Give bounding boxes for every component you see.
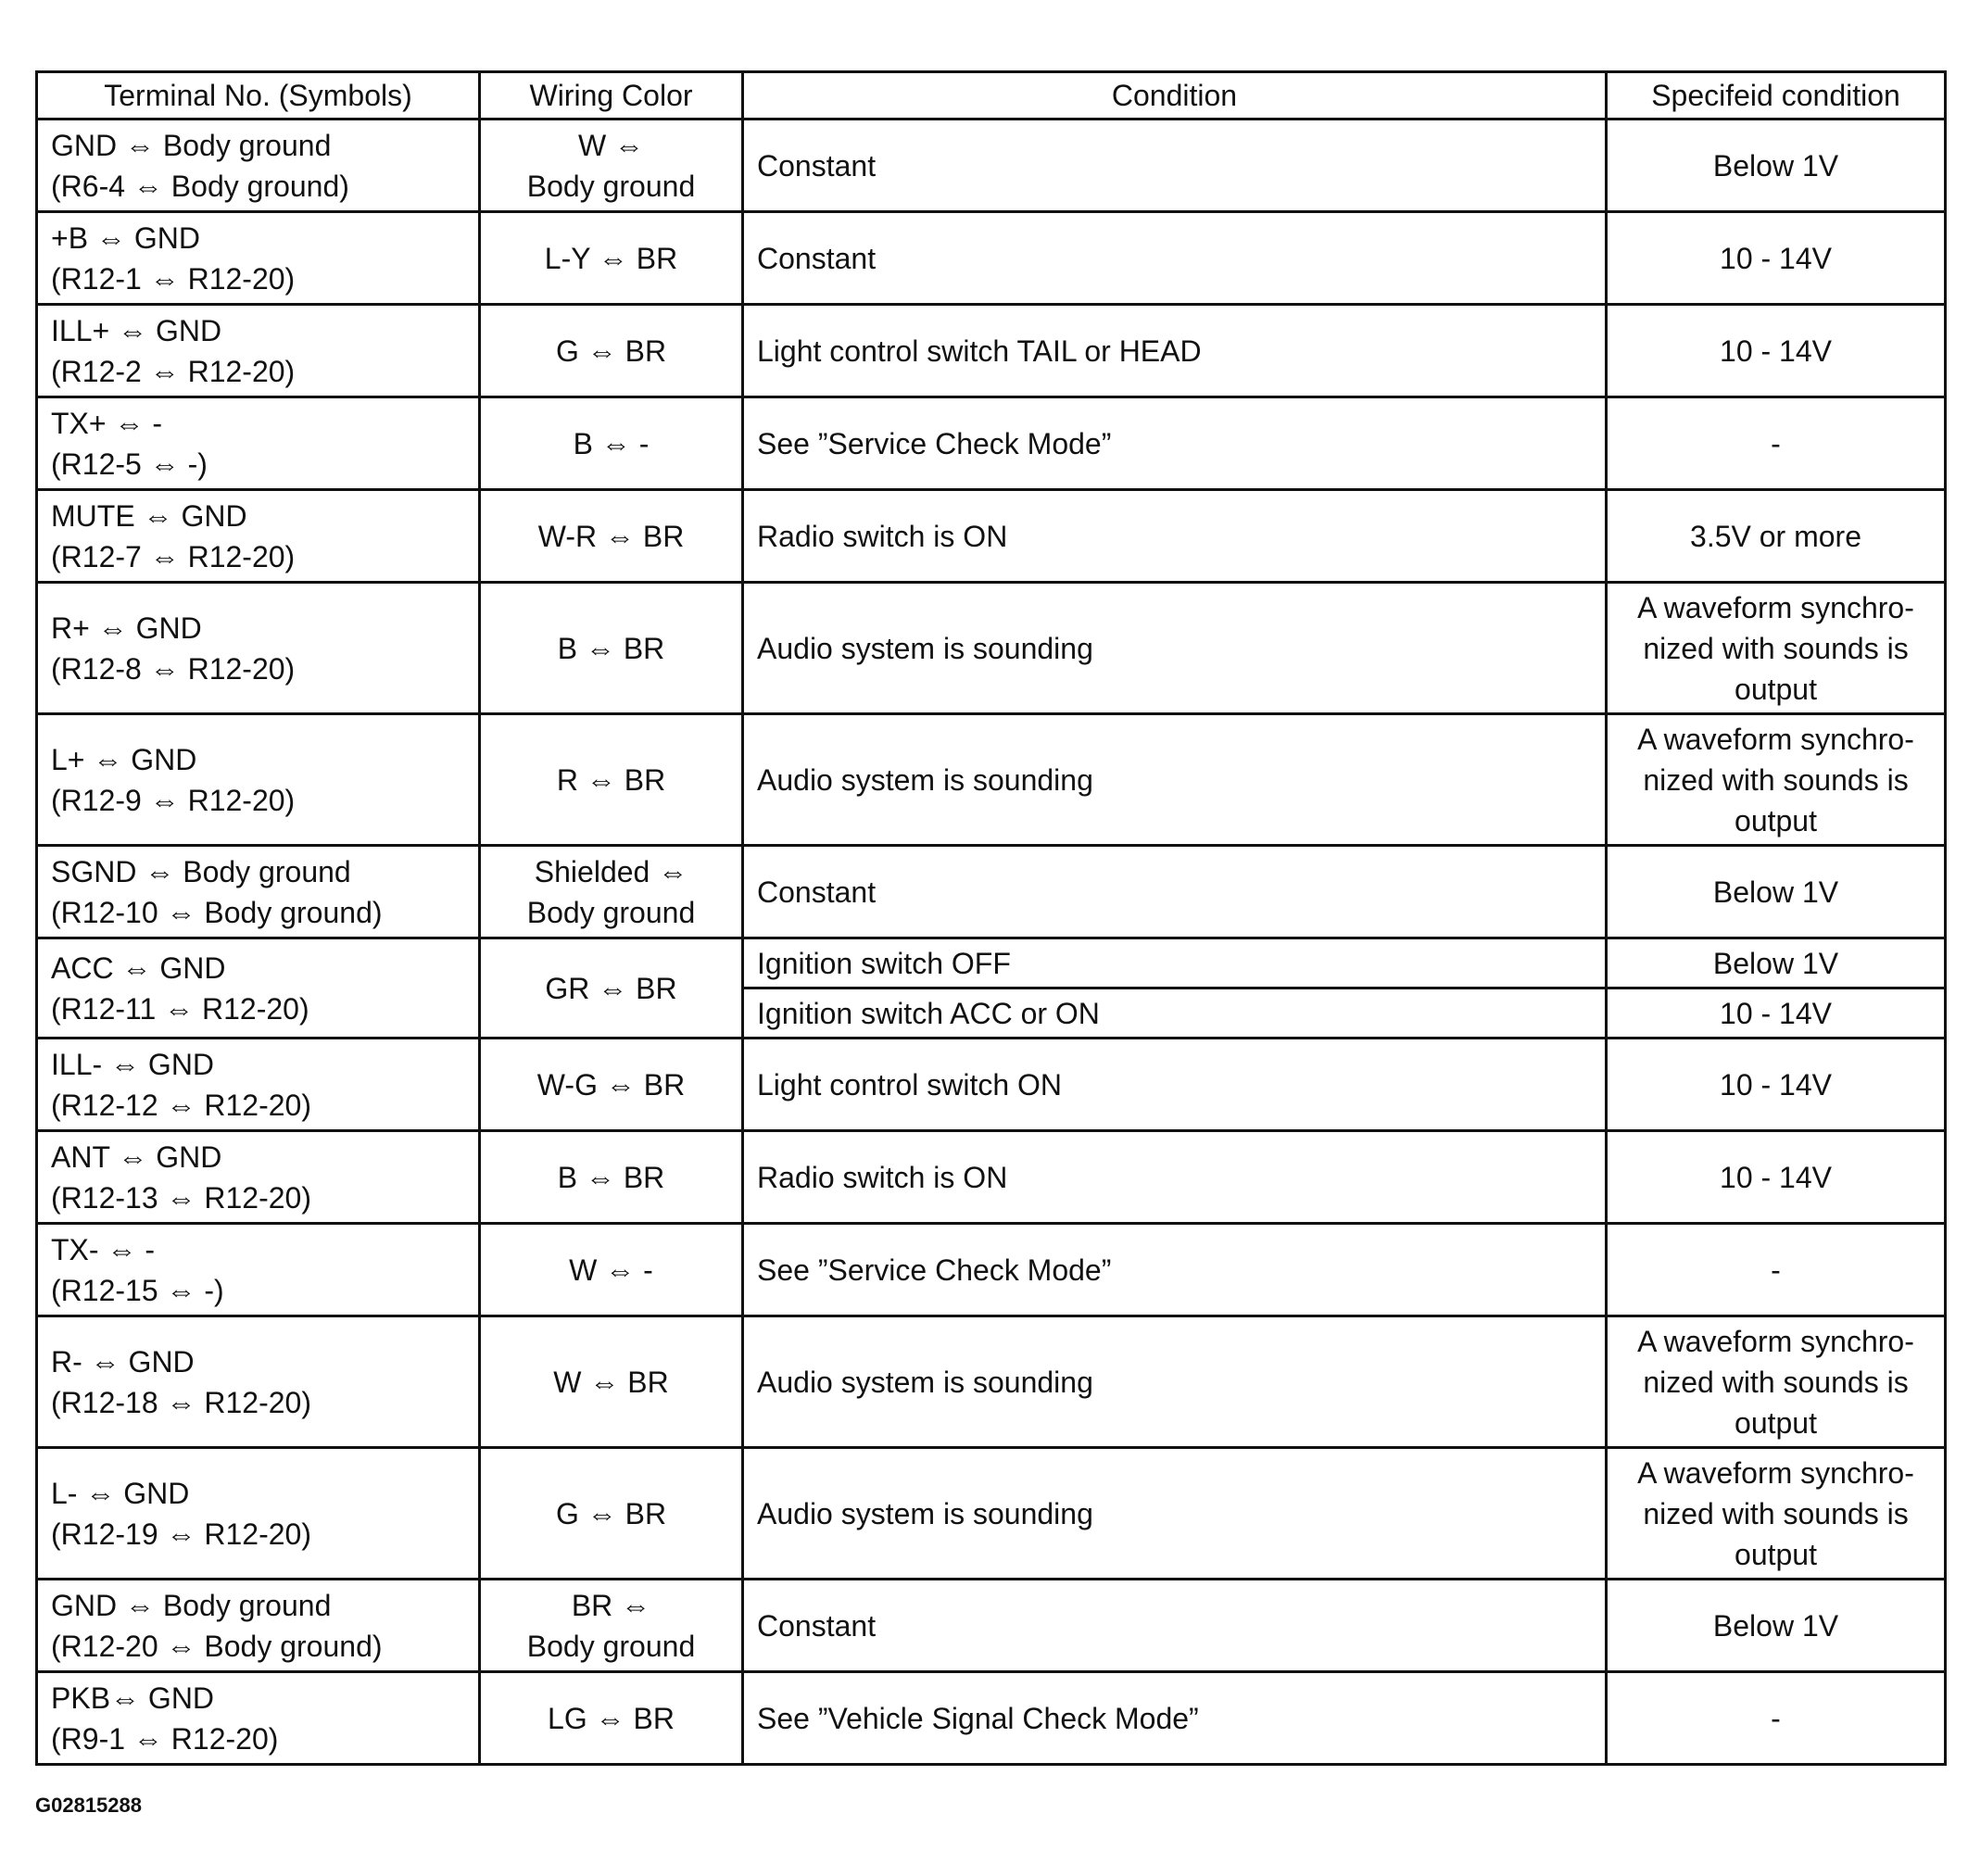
specified-condition-cell [1607, 397, 1946, 490]
terminal-cell [37, 1580, 480, 1672]
table-row [37, 1039, 1946, 1131]
wiring-color-line: W-G ⇔ BR [536, 1067, 686, 1102]
terminal-line: GND ⇔ Body ground [51, 1588, 332, 1622]
condition-cell: Radio switch is ON [743, 1131, 1607, 1224]
terminal-cell [37, 490, 480, 583]
terminal-line: (R12-13 ⇔ R12-20) [51, 1180, 311, 1215]
specified-condition-text: A waveform synchro-nized with sounds is output [1637, 1455, 1914, 1571]
terminal-cell [37, 846, 480, 938]
terminal-line: (R9-1 ⇔ R12-20) [51, 1721, 279, 1756]
wiring-color-cell [480, 1672, 743, 1765]
table-row [37, 305, 1946, 397]
condition-cell: Constant [743, 120, 1607, 212]
condition-cell: Audio system is sounding [743, 1448, 1607, 1580]
condition-cell: Audio system is sounding [743, 1316, 1607, 1448]
condition-cell: Audio system is sounding [743, 714, 1607, 846]
specified-condition-cell [1607, 988, 1946, 1039]
header-wiring-color: Wiring Color [480, 72, 743, 120]
table-row [37, 1672, 1946, 1765]
terminal-line: (R12-5 ⇔ -) [51, 447, 208, 481]
terminal-line: ILL+ ⇔ GND [51, 313, 222, 347]
specified-condition-text: 10 - 14V [1720, 1067, 1832, 1102]
terminal-line: TX+ ⇔ - [51, 406, 163, 440]
terminal-cell [37, 1224, 480, 1316]
specified-condition-text: - [1771, 1253, 1781, 1287]
header-condition: Condition [743, 72, 1607, 120]
wiring-color-line: R ⇔ BR [556, 762, 666, 797]
specified-condition-text: 10 - 14V [1720, 334, 1832, 368]
table-row [37, 714, 1946, 846]
wiring-color-line: Shielded ⇔ [534, 854, 688, 888]
specified-condition-cell [1607, 1672, 1946, 1765]
specified-condition-cell [1607, 1580, 1946, 1672]
terminal-cell [37, 1131, 480, 1224]
specified-condition-text: 10 - 14V [1720, 996, 1832, 1030]
wiring-color-cell [480, 846, 743, 938]
terminal-line: (R12-9 ⇔ R12-20) [51, 783, 296, 817]
specified-condition-text: - [1771, 426, 1781, 460]
specified-condition-cell [1607, 583, 1946, 714]
terminal-line: PKB⇔ GND [51, 1681, 215, 1715]
condition-cell: Constant [743, 212, 1607, 305]
wiring-color-cell [480, 938, 743, 1039]
condition-cell: Light control switch TAIL or HEAD [743, 305, 1607, 397]
condition-cell: See ”Service Check Mode” [743, 1224, 1607, 1316]
terminal-line: (R12-8 ⇔ R12-20) [51, 651, 296, 686]
specified-condition-text: Below 1V [1712, 875, 1839, 909]
table-row [37, 1580, 1946, 1672]
wiring-color-line: LG ⇔ BR [548, 1701, 675, 1735]
specified-condition-text: A waveform synchro-nized with sounds is output [1637, 1324, 1914, 1440]
wiring-color-cell [480, 120, 743, 212]
wiring-color-cell [480, 714, 743, 846]
wiring-color-line: W ⇔ [577, 128, 645, 162]
table-row [37, 490, 1946, 583]
wiring-color-cell [480, 1580, 743, 1672]
wiring-color-line: Body ground [526, 895, 696, 929]
terminal-cell [37, 1316, 480, 1448]
wiring-color-cell [480, 1039, 743, 1131]
table-row [37, 212, 1946, 305]
terminal-line: (R6-4 ⇔ Body ground) [51, 169, 349, 203]
wiring-color-line: L-Y ⇔ BR [544, 241, 678, 275]
specified-condition-text: 3.5V or more [1690, 519, 1861, 553]
terminal-cell [37, 212, 480, 305]
table-row [37, 846, 1946, 938]
condition-cell: Constant [743, 846, 1607, 938]
wiring-color-line: W ⇔ - [569, 1253, 653, 1287]
condition-cell: Constant [743, 1580, 1607, 1672]
condition-cell: Ignition switch OFF [743, 938, 1607, 988]
table-row [37, 1316, 1946, 1448]
specified-condition-text: Below 1V [1712, 148, 1839, 183]
specified-condition-cell [1607, 938, 1946, 988]
specified-condition-cell [1607, 714, 1946, 846]
condition-cell: Ignition switch ACC or ON [743, 988, 1607, 1039]
terminal-line: ILL- ⇔ GND [51, 1047, 215, 1081]
table-row [37, 397, 1946, 490]
wiring-color-cell [480, 583, 743, 714]
wiring-color-cell [480, 490, 743, 583]
wiring-color-line: G ⇔ BR [555, 334, 667, 368]
figure-code: G02815288 [35, 1794, 142, 1817]
terminal-cell [37, 305, 480, 397]
wiring-color-line: B ⇔ BR [557, 631, 665, 665]
table-row [37, 1131, 1946, 1224]
terminal-line: R+ ⇔ GND [51, 611, 202, 645]
terminal-line: GND ⇔ Body ground [51, 128, 332, 162]
wiring-color-cell [480, 1224, 743, 1316]
terminal-line: TX- ⇔ - [51, 1232, 155, 1266]
wiring-color-line: B ⇔ - [573, 426, 650, 460]
wiring-color-cell [480, 212, 743, 305]
condition-cell: See ”Service Check Mode” [743, 397, 1607, 490]
header-terminal: Terminal No. (Symbols) [37, 72, 480, 120]
wiring-color-line: Body ground [526, 169, 696, 203]
terminal-cell [37, 1039, 480, 1131]
wiring-color-cell [480, 1448, 743, 1580]
specified-condition-cell [1607, 1448, 1946, 1580]
table-body [37, 120, 1946, 1765]
terminal-cell [37, 583, 480, 714]
table-header-row [37, 72, 1946, 120]
terminal-line: ACC ⇔ GND [51, 951, 226, 985]
condition-cell: Audio system is sounding [743, 583, 1607, 714]
terminal-spec-table [35, 70, 1947, 1766]
wiring-color-line: W ⇔ BR [553, 1365, 669, 1399]
terminal-cell [37, 714, 480, 846]
specified-condition-text: 10 - 14V [1720, 241, 1832, 275]
terminal-line: (R12-15 ⇔ -) [51, 1273, 224, 1307]
table-row [37, 1448, 1946, 1580]
wiring-color-line: B ⇔ BR [557, 1160, 665, 1194]
condition-cell: Light control switch ON [743, 1039, 1607, 1131]
wiring-color-line: GR ⇔ BR [545, 971, 677, 1005]
specified-condition-cell [1607, 212, 1946, 305]
specified-condition-text: 10 - 14V [1720, 1160, 1832, 1194]
terminal-line: (R12-12 ⇔ R12-20) [51, 1088, 311, 1122]
terminal-line: (R12-2 ⇔ R12-20) [51, 354, 296, 388]
terminal-line: (R12-20 ⇔ Body ground) [51, 1629, 383, 1663]
terminal-line: L- ⇔ GND [51, 1476, 190, 1510]
table-row [37, 1224, 1946, 1316]
specified-condition-cell [1607, 1131, 1946, 1224]
terminal-line: SGND ⇔ Body ground [51, 854, 351, 888]
wiring-color-line: W-R ⇔ BR [537, 519, 685, 553]
specified-condition-text: A waveform synchro-nized with sounds is output [1637, 722, 1914, 837]
wiring-color-line: BR ⇔ [571, 1588, 651, 1622]
condition-cell: See ”Vehicle Signal Check Mode” [743, 1672, 1607, 1765]
specified-condition-cell [1607, 846, 1946, 938]
table-row [37, 583, 1946, 714]
specified-condition-text: Below 1V [1712, 946, 1839, 980]
terminal-line: (R12-7 ⇔ R12-20) [51, 539, 296, 573]
specified-condition-text: A waveform synchro-nized with sounds is output [1637, 590, 1914, 706]
specified-condition-text: Below 1V [1712, 1608, 1839, 1643]
terminal-cell [37, 1448, 480, 1580]
terminal-line: (R12-11 ⇔ R12-20) [51, 991, 309, 1026]
terminal-line: (R12-1 ⇔ R12-20) [51, 261, 296, 296]
terminal-cell [37, 1672, 480, 1765]
specified-condition-cell [1607, 490, 1946, 583]
header-specified-condition: Specifeid condition [1607, 72, 1946, 120]
wiring-color-cell [480, 305, 743, 397]
terminal-line: ANT ⇔ GND [51, 1139, 222, 1174]
specified-condition-cell [1607, 1224, 1946, 1316]
specified-condition-cell [1607, 1316, 1946, 1448]
condition-cell: Radio switch is ON [743, 490, 1607, 583]
table-row [37, 938, 1946, 988]
terminal-line: (R12-19 ⇔ R12-20) [51, 1517, 311, 1551]
terminal-line: +B ⇔ GND [51, 220, 200, 255]
terminal-cell [37, 120, 480, 212]
terminal-line: (R12-18 ⇔ R12-20) [51, 1385, 311, 1419]
wiring-color-cell [480, 1316, 743, 1448]
terminal-line: (R12-10 ⇔ Body ground) [51, 895, 383, 929]
specified-condition-cell [1607, 1039, 1946, 1131]
specified-condition-cell [1607, 305, 1946, 397]
wiring-color-line: Body ground [526, 1629, 696, 1663]
terminal-line: MUTE ⇔ GND [51, 498, 247, 533]
terminal-line: L+ ⇔ GND [51, 742, 197, 776]
terminal-cell [37, 938, 480, 1039]
wiring-color-line: G ⇔ BR [555, 1496, 667, 1530]
terminal-line: R- ⇔ GND [51, 1344, 195, 1379]
terminal-cell [37, 397, 480, 490]
table-row [37, 120, 1946, 212]
wiring-color-cell [480, 1131, 743, 1224]
specified-condition-cell [1607, 120, 1946, 212]
wiring-color-cell [480, 397, 743, 490]
specified-condition-text: - [1771, 1701, 1781, 1735]
